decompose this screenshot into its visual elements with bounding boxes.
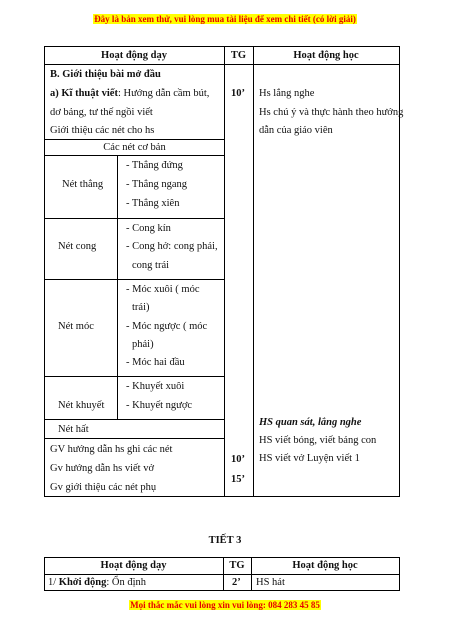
inner-row-divider-1 bbox=[45, 218, 224, 219]
table2-header-teach: Hoạt động dạy bbox=[100, 560, 167, 571]
table1-header-tg: TG bbox=[230, 50, 247, 61]
table1-header-bottom bbox=[44, 64, 400, 65]
inner-table-bottom bbox=[45, 438, 224, 439]
group-item: cong trái bbox=[132, 260, 170, 271]
preview-banner bbox=[0, 14, 450, 24]
table2-header-learn: Hoạt động học bbox=[292, 560, 358, 571]
learn-line-6: HS viết vở Luyện viết 1 bbox=[259, 453, 360, 464]
group-item: - Cong hở: cong phải, bbox=[126, 241, 218, 252]
table2-border-right bbox=[399, 557, 400, 591]
group-item: - Khuyết xuôi bbox=[126, 381, 185, 392]
after-line-2: Gv hướng dẫn hs viết vở bbox=[50, 463, 154, 474]
tg-value: 10’ bbox=[231, 88, 245, 99]
section-a-line1 bbox=[50, 87, 209, 100]
learn-line-5: HS viết bóng, viết bảng con bbox=[259, 435, 377, 446]
table1-header-teach: Hoạt động dạy bbox=[101, 50, 167, 61]
after-line-1: GV hướng dẫn hs ghi các nét bbox=[50, 444, 173, 455]
group-item: - Móc ngược ( móc bbox=[126, 321, 208, 332]
table2-teach-label: Khởi động bbox=[58, 577, 107, 588]
group-name-thang: Nét thẳng bbox=[62, 179, 104, 190]
learn-line-4: HS quan sát, lắng nghe bbox=[259, 417, 362, 428]
table2-teach-num: 1/ bbox=[48, 577, 59, 588]
group-name-moc: Nét móc bbox=[58, 321, 94, 332]
section-a-label: a) Kĩ thuật viết bbox=[50, 88, 118, 99]
group-name-khuyet: Nét khuyết bbox=[58, 400, 105, 411]
tg-value: 15’ bbox=[231, 474, 245, 485]
after-line-3: Gv giới thiệu các nét phụ bbox=[50, 482, 157, 493]
group-item: - Móc xuôi ( móc bbox=[126, 284, 200, 295]
group-item: - Thẳng đứng bbox=[126, 160, 183, 171]
table2-header-tg: TG bbox=[229, 560, 245, 571]
group-item: phải) bbox=[132, 339, 154, 350]
inner-col-divider bbox=[117, 155, 118, 419]
group-item: - Thẳng ngang bbox=[126, 179, 188, 190]
tg-value: 10’ bbox=[231, 454, 245, 465]
learn-line-2: Hs chú ý và thực hành theo hướng bbox=[259, 107, 404, 118]
section-a-text: : Hướng dẫn cầm bút, bbox=[117, 88, 210, 99]
table2-learn: HS hát bbox=[256, 577, 285, 588]
contact-banner-text: Mọi thắc mắc vui lòng xin vui lòng: 084 283 45 85 bbox=[130, 600, 320, 610]
table1-header-learn: Hoạt động học bbox=[293, 50, 359, 61]
group-item: - Móc hai đầu bbox=[126, 357, 185, 368]
section-a-line2: dơ bảng, tư thế ngồi viết bbox=[50, 107, 153, 118]
table2-header-bottom bbox=[44, 574, 400, 575]
group-item: trái) bbox=[132, 302, 150, 313]
table1-border-left bbox=[44, 46, 45, 497]
learn-line-1: Hs lắng nghe bbox=[259, 88, 315, 99]
inner-title-bottom bbox=[45, 155, 224, 156]
contact-banner bbox=[0, 600, 450, 610]
intro-text: Giới thiệu các nét cho hs bbox=[50, 125, 155, 136]
inner-row-divider-3 bbox=[45, 376, 224, 377]
section-title: B. Giới thiệu bài mở đầu bbox=[50, 69, 161, 80]
table1-border-bottom bbox=[44, 496, 400, 497]
group-item: - Cong kín bbox=[126, 223, 171, 234]
table1-col-divider-1 bbox=[224, 46, 225, 497]
group-item: - Thẳng xiên bbox=[126, 198, 180, 209]
preview-banner-text: Đây là bản xem thử, vui lòng mua tài liệu để xem chi tiết (có lời giải) bbox=[94, 14, 356, 24]
tiet-title: TIẾT 3 bbox=[208, 535, 242, 546]
group-name-hat: Nét hất bbox=[58, 424, 89, 435]
table2-border-top bbox=[44, 557, 400, 558]
learn-line-3: dẫn của giáo viên bbox=[259, 125, 333, 136]
inner-table-title: Các nét cơ bản bbox=[103, 142, 166, 153]
table2-teach-rest: : Ổn định bbox=[106, 577, 147, 588]
inner-table-top bbox=[45, 139, 224, 140]
table1-border-top bbox=[44, 46, 400, 47]
table1-col-divider-2 bbox=[253, 46, 254, 497]
table2-border-bottom bbox=[44, 590, 400, 591]
table2-tg: 2’ bbox=[232, 577, 241, 588]
group-item: - Khuyết ngược bbox=[126, 400, 193, 411]
group-name-cong: Nét cong bbox=[58, 241, 97, 252]
inner-row-divider-4 bbox=[45, 419, 224, 420]
inner-row-divider-2 bbox=[45, 279, 224, 280]
table2-teach-cell bbox=[48, 576, 146, 589]
